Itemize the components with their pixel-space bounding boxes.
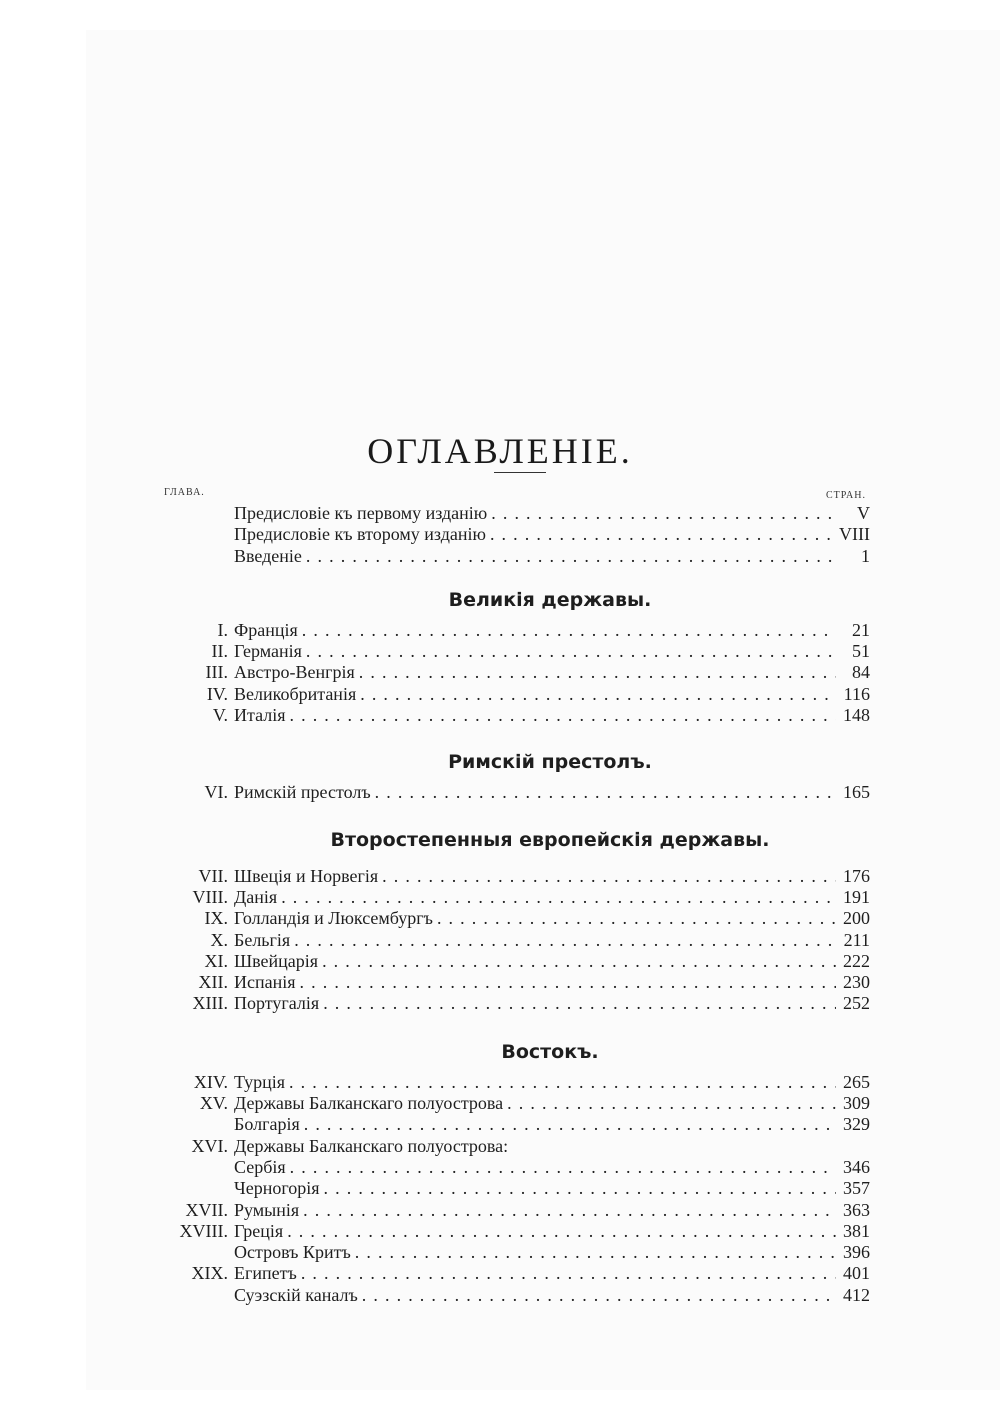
chapter-number: IV. xyxy=(206,683,228,704)
toc-entry[interactable] xyxy=(130,908,870,929)
toc-entry[interactable] xyxy=(130,1263,870,1284)
toc-entry[interactable] xyxy=(130,1242,870,1263)
chapter-number: XIX. xyxy=(191,1263,228,1284)
chapter-number: XII. xyxy=(198,972,228,993)
dot-leader xyxy=(290,705,837,726)
toc-entry[interactable] xyxy=(130,1200,870,1221)
section-heading: Великія державы. xyxy=(448,588,652,611)
toc-entry[interactable] xyxy=(130,524,870,545)
page-number: 165 xyxy=(843,782,870,803)
entry-title: Италія xyxy=(234,705,286,726)
chapter-number: I. xyxy=(217,619,228,640)
chapter-number: XVII. xyxy=(185,1199,228,1220)
entry-title: Голландія и Люксембургъ xyxy=(234,908,433,929)
entry-title: Островъ Критъ xyxy=(234,1242,351,1263)
toc-entry[interactable] xyxy=(130,1285,870,1306)
front-matter-list xyxy=(130,503,870,567)
toc-entry[interactable] xyxy=(130,1136,870,1157)
dot-leader xyxy=(304,1114,836,1135)
table-of-contents xyxy=(130,503,870,1306)
chapter-number: IX. xyxy=(204,908,228,929)
entry-title: Данія xyxy=(234,886,278,907)
title-divider xyxy=(494,472,546,473)
section-list xyxy=(130,866,870,1015)
entry-title: Черногорія xyxy=(234,1178,320,1199)
page-number: 116 xyxy=(843,683,870,704)
entry-title: Суэзскій каналъ xyxy=(234,1284,358,1305)
toc-entry[interactable] xyxy=(130,782,870,803)
toc-entry[interactable] xyxy=(130,503,870,524)
entry-title: Введеніе xyxy=(234,545,302,566)
page-number: 84 xyxy=(852,662,870,683)
page-number: 357 xyxy=(843,1178,870,1199)
page-number: 148 xyxy=(843,705,870,726)
dot-leader xyxy=(323,993,836,1014)
page-number: 309 xyxy=(843,1093,870,1114)
entry-title: Германія xyxy=(234,641,302,662)
toc-entry[interactable] xyxy=(130,620,870,641)
entry-title: Предисловіе къ второму изданію xyxy=(234,524,486,545)
chapter-number: VII. xyxy=(198,865,228,886)
entry-title: Бельгія xyxy=(234,929,291,950)
page-number: 396 xyxy=(843,1242,870,1263)
entry-title: Египетъ xyxy=(234,1263,297,1284)
section-heading: Востокъ. xyxy=(501,1040,599,1063)
page-number: V xyxy=(857,503,870,523)
page-number: 230 xyxy=(843,972,870,993)
toc-entry[interactable] xyxy=(130,1093,870,1114)
dot-leader xyxy=(382,866,836,887)
toc-entry[interactable] xyxy=(130,641,870,662)
section-list xyxy=(130,620,870,726)
page-number: 176 xyxy=(843,865,870,886)
entry-title: Державы Балканскаго полуострова xyxy=(234,1093,504,1114)
toc-entry[interactable] xyxy=(130,1157,870,1178)
page-column-header: СТРАН. xyxy=(826,490,867,501)
dot-leader xyxy=(290,1157,836,1178)
entry-title: Сербія xyxy=(234,1156,286,1177)
section-list xyxy=(130,782,870,803)
dot-leader xyxy=(362,1285,836,1306)
page-number: 363 xyxy=(843,1199,870,1220)
dot-leader xyxy=(306,546,836,567)
entry-title: Испанія xyxy=(234,972,296,993)
dot-leader xyxy=(294,930,836,951)
dot-leader xyxy=(322,951,836,972)
page-number: 222 xyxy=(843,950,870,971)
page-number: 265 xyxy=(843,1071,870,1092)
page-number: 211 xyxy=(843,929,870,950)
toc-entry[interactable] xyxy=(130,930,870,951)
toc-entry[interactable] xyxy=(130,951,870,972)
dot-leader xyxy=(437,908,836,929)
toc-entry[interactable] xyxy=(130,662,870,683)
toc-entry[interactable] xyxy=(130,1178,870,1199)
entry-title: Державы Балканскаго полуострова: xyxy=(234,1135,509,1156)
page-title: ОГЛАВЛЕНІЕ. xyxy=(367,431,633,472)
toc-entry[interactable] xyxy=(130,1072,870,1093)
page-number: 412 xyxy=(843,1284,870,1305)
entry-title: Великобританія xyxy=(234,683,357,704)
entry-title: Римскій престолъ xyxy=(234,782,371,803)
section-list xyxy=(130,1072,870,1306)
entry-title: Болгарія xyxy=(234,1114,300,1135)
chapter-column-header: ГЛАВА. xyxy=(164,487,205,498)
toc-entry[interactable] xyxy=(130,1221,870,1242)
dot-leader xyxy=(281,887,836,908)
section-heading: Второстепенныя европейскія державы. xyxy=(330,828,770,851)
dot-leader xyxy=(303,1200,836,1221)
toc-entry[interactable] xyxy=(130,866,870,887)
entry-title: Франція xyxy=(234,619,298,640)
dot-leader xyxy=(302,620,836,641)
page-number: 51 xyxy=(852,641,870,662)
page-number: 191 xyxy=(843,886,870,907)
dot-leader xyxy=(359,662,836,683)
dot-leader xyxy=(360,684,836,705)
page-number: 401 xyxy=(843,1263,870,1284)
dot-leader xyxy=(490,524,835,545)
dot-leader xyxy=(355,1242,836,1263)
dot-leader xyxy=(301,1263,836,1284)
page-number: 21 xyxy=(852,619,870,640)
toc-entry[interactable] xyxy=(130,972,870,993)
entry-title: Австро-Венгрія xyxy=(234,662,355,683)
dot-leader xyxy=(306,641,836,662)
toc-entry[interactable] xyxy=(130,1114,870,1135)
page-number: 329 xyxy=(843,1114,870,1135)
chapter-number: XVI. xyxy=(191,1135,228,1156)
page-number: 1 xyxy=(861,545,870,566)
chapter-number: III. xyxy=(205,662,228,683)
page-number: 381 xyxy=(843,1220,870,1241)
toc-entry[interactable] xyxy=(130,546,870,567)
page-number: 200 xyxy=(843,908,870,929)
chapter-number: XIV. xyxy=(193,1071,228,1092)
chapter-number: II. xyxy=(211,641,228,662)
chapter-number: VI. xyxy=(204,782,228,803)
dot-leader xyxy=(289,1072,836,1093)
chapter-number: XI. xyxy=(204,950,228,971)
chapter-number: XV. xyxy=(199,1093,228,1114)
dot-leader xyxy=(375,782,836,803)
entry-title: Турція xyxy=(234,1071,286,1092)
page-number: VIII xyxy=(839,524,870,545)
dot-leader xyxy=(300,972,836,993)
section-heading: Римскій престолъ. xyxy=(448,751,652,774)
entry-title: Предисловіе къ первому изданію xyxy=(234,503,488,523)
toc-entry[interactable] xyxy=(130,705,870,726)
toc-entry[interactable] xyxy=(130,993,870,1014)
chapter-number: XIII. xyxy=(192,993,228,1014)
chapter-number: V. xyxy=(212,705,228,726)
chapter-number: X. xyxy=(210,929,228,950)
page-number: 252 xyxy=(843,993,870,1014)
entry-title: Португалія xyxy=(234,993,320,1014)
entry-title: Швеція и Норвегія xyxy=(234,865,379,886)
entry-title: Румынія xyxy=(234,1199,300,1220)
dot-leader xyxy=(491,503,836,524)
entry-title: Швейцарія xyxy=(234,950,319,971)
toc-entry[interactable] xyxy=(130,684,870,705)
toc-entry[interactable] xyxy=(130,887,870,908)
chapter-number: VIII. xyxy=(192,886,228,907)
entry-title: Греція xyxy=(234,1220,284,1241)
dot-leader xyxy=(507,1093,836,1114)
dot-leader xyxy=(324,1178,836,1199)
dot-leader xyxy=(287,1221,836,1242)
chapter-number: XVIII. xyxy=(179,1220,228,1241)
page-number: 346 xyxy=(843,1156,870,1177)
